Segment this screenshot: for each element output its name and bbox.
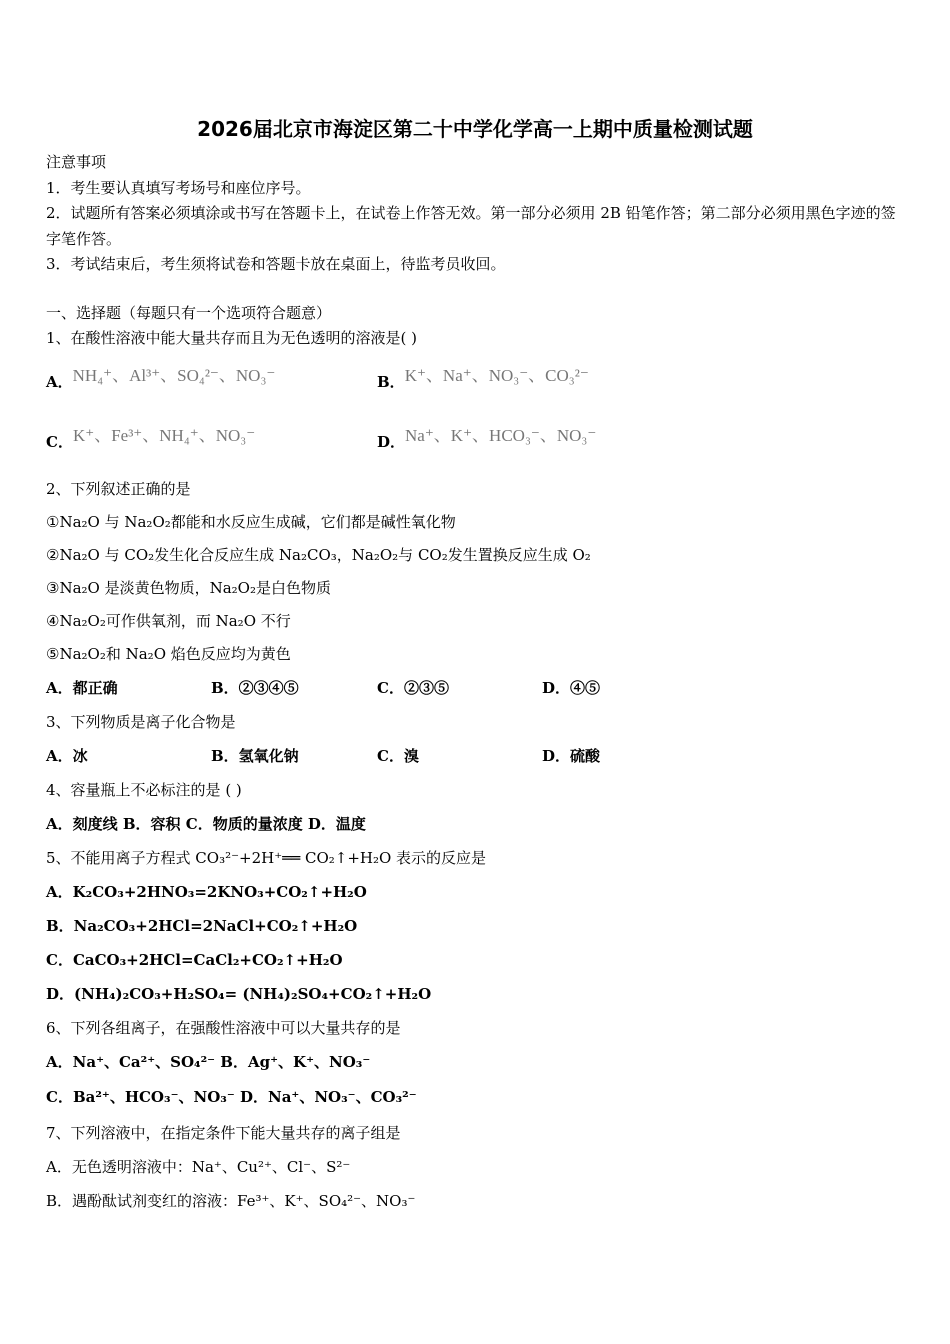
notice-item-3: 3．考试结束后，考生须将试卷和答题卡放在桌面上，待监考员收回。: [46, 255, 506, 273]
q3-stem: 3、下列物质是离子化合物是: [46, 713, 236, 731]
q5-option-b: B．Na₂CO₃+2HCl=2NaCl+CO₂↑+H₂O: [46, 917, 358, 935]
q5-option-d: D．(NH₄)₂CO₃+H₂SO₄= (NH₄)₂SO₄+CO₂↑+H₂O: [46, 985, 432, 1003]
q2-option-d: D．④⑤: [542, 679, 601, 697]
section-heading: 一、选择题（每题只有一个选项符合题意）: [46, 304, 332, 322]
q3-option-d: D．硫酸: [542, 747, 601, 765]
page-title: 2026届北京市海淀区第二十中学化学高一上期中质量检测试题: [197, 117, 753, 141]
q2-statement-3: ③Na₂O 是淡黄色物质，Na₂O₂是白色物质: [46, 579, 331, 597]
notice-item-1: 1．考生要认真填写考场号和座位序号。: [46, 179, 311, 197]
q7-option-a: A．无色透明溶液中：Na⁺、Cu²⁺、Cl⁻、S²⁻: [46, 1158, 351, 1176]
notice-item-2: 2．试题所有答案必须填涂或书写在答题卡上，在试卷上作答无效。第一部分必须用 2B 铅笔作答；第二部分必须用黑色字迹的签字笔作答。: [46, 204, 896, 248]
q6-options-cd: C．Ba²⁺、HCO₃⁻、NO₃⁻ D．Na⁺、NO₃⁻、CO₃²⁻: [46, 1088, 417, 1106]
q1-b-ions: K⁺、Na⁺、NO₃⁻、CO₃²⁻: [404, 366, 589, 385]
q2-statement-5: ⑤Na₂O₂和 Na₂O 焰色反应均为黄色: [46, 645, 291, 663]
q2-option-b: B．②③④⑤: [211, 679, 299, 697]
q1-option-c: [46, 426, 256, 452]
q1-stem: 1、在酸性溶液中能大量共存而且为无色透明的溶液是( ): [46, 329, 418, 347]
q2-statement-4: ④Na₂O₂可作供氧剂，而 Na₂O 不行: [46, 612, 291, 630]
q1-c-ions: K⁺、Fe³⁺、NH₄⁺、NO₃⁻: [72, 426, 256, 445]
q1-d-ions: Na⁺、K⁺、HCO₃⁻、NO₃⁻: [405, 426, 597, 445]
q5-option-c: C．CaCO₃+2HCl=CaCl₂+CO₂↑+H₂O: [46, 951, 343, 969]
q1-c-label: C．: [46, 433, 73, 451]
q7-option-b: B．遇酚酞试剂变红的溶液：Fe³⁺、K⁺、SO₄²⁻、NO₃⁻: [46, 1192, 416, 1210]
q1-option-d: [377, 426, 597, 452]
q2-statement-2: ②Na₂O 与 CO₂发生化合反应生成 Na₂CO₃，Na₂O₂与 CO₂发生置换反应生成 O₂: [46, 546, 591, 564]
notice-heading: 注意事项: [46, 153, 107, 171]
q1-b-label: B．: [377, 373, 405, 391]
q1-option-a: [46, 366, 276, 392]
q1-a-ions: NH₄⁺、Al³⁺、SO₄²⁻、NO₃⁻: [72, 366, 276, 385]
q3-option-c: C．溴: [377, 747, 419, 765]
q1-option-b: [377, 366, 589, 392]
q1-d-label: D．: [377, 433, 406, 451]
q7-stem: 7、下列溶液中，在指定条件下能大量共存的离子组是: [46, 1124, 401, 1142]
q3-option-a: A．冰: [46, 747, 88, 765]
q5-option-a: A．K₂CO₃+2HNO₃=2KNO₃+CO₂↑+H₂O: [46, 883, 367, 901]
q6-stem: 6、下列各组离子，在强酸性溶液中可以大量共存的是: [46, 1019, 401, 1037]
q2-statement-1: ①Na₂O 与 Na₂O₂都能和水反应生成碱，它们都是碱性氧化物: [46, 513, 456, 531]
q2-option-c: C．②③⑤: [377, 679, 449, 697]
q4-stem: 4、容量瓶上不必标注的是 ( ): [46, 781, 242, 799]
q5-stem: 5、不能用离子方程式 CO₃²⁻+2H⁺══ CO₂↑+H₂O 表示的反应是: [46, 849, 487, 867]
q1-a-label: A．: [46, 373, 73, 391]
q2-option-a: A．都正确: [46, 679, 118, 697]
q2-stem: 2、下列叙述正确的是: [46, 480, 191, 498]
q6-options-ab: A．Na⁺、Ca²⁺、SO₄²⁻ B．Ag⁺、K⁺、NO₃⁻: [46, 1053, 371, 1071]
q3-option-b: B．氢氧化钠: [211, 747, 299, 765]
q4-options: A．刻度线 B．容积 C．物质的量浓度 D．温度: [46, 815, 366, 833]
